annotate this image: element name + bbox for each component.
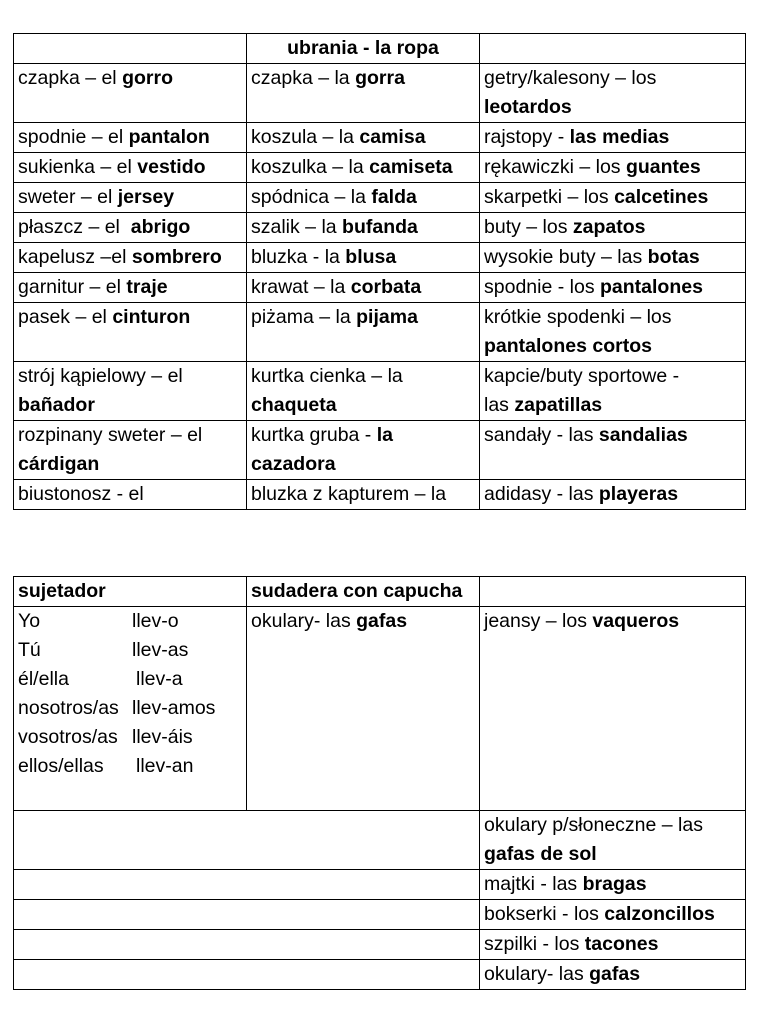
table-row <box>14 303 746 362</box>
vocab-cell: koszula – la camisa <box>247 123 480 153</box>
vocab-cell: sweter – el jersey <box>14 183 247 213</box>
conjugation-row: Yo llev-o <box>18 610 179 632</box>
table-row <box>14 811 746 870</box>
conjugation-cell <box>14 607 247 811</box>
vocab-cell: rękawiczki – los guantes <box>480 153 746 183</box>
empty-cell <box>14 930 480 960</box>
vocab-cell: kapelusz –el sombrero <box>14 243 247 273</box>
empty-cell <box>14 870 480 900</box>
continuation-table <box>13 576 746 990</box>
vocab-cell: jeansy – los vaqueros <box>480 607 746 811</box>
vocab-cell: okulary p/słoneczne – las gafas de sol <box>480 811 746 870</box>
vocab-cell: sukienka – el vestido <box>14 153 247 183</box>
vocab-cell: sandały - las sandalias <box>480 421 746 480</box>
table-row <box>14 183 746 213</box>
vocab-cell: spodnie – el pantalon <box>14 123 247 153</box>
conjugation-row: Tú llev-as <box>18 639 189 661</box>
table-row <box>14 153 746 183</box>
table-row <box>14 480 746 510</box>
table-row <box>14 123 746 153</box>
vocab-cell: pasek – el cinturon <box>14 303 247 362</box>
vocab-cell: wysokie buty – las botas <box>480 243 746 273</box>
vocab-cell: bokserki - los calzoncillos <box>480 900 746 930</box>
table-row <box>14 930 746 960</box>
conjugation-row: vosotros/as llev-áis <box>18 726 193 748</box>
vocab-cell: szalik – la bufanda <box>247 213 480 243</box>
table-title: ubrania - la ropa <box>247 34 480 64</box>
vocab-cell: spódnica – la falda <box>247 183 480 213</box>
header-cell: sudadera con capucha <box>247 577 480 607</box>
vocab-cell: kapcie/buty sportowe - las zapatillas <box>480 362 746 421</box>
table-row <box>14 273 746 303</box>
clothing-vocab-table <box>13 33 746 510</box>
table-row <box>14 607 746 811</box>
vocab-cell: adidasy - las playeras <box>480 480 746 510</box>
header-cell <box>480 577 746 607</box>
conjugation-row: nosotros/as llev-amos <box>18 697 216 719</box>
vocab-cell: okulary- las gafas <box>247 607 480 811</box>
vocab-cell: szpilki - los tacones <box>480 930 746 960</box>
table-row <box>14 243 746 273</box>
vocab-cell: rajstopy - las medias <box>480 123 746 153</box>
table-row <box>14 64 746 123</box>
vocab-cell: czapka – el gorro <box>14 64 247 123</box>
table-row <box>14 900 746 930</box>
vocab-cell: krawat – la corbata <box>247 273 480 303</box>
conjugation-row: ellos/ellas llev-an <box>18 755 194 777</box>
vocab-cell: getry/kalesony – los leotardos <box>480 64 746 123</box>
table-row <box>14 870 746 900</box>
table-row <box>14 362 746 421</box>
vocab-cell: okulary- las gafas <box>480 960 746 990</box>
table-header-row <box>14 34 746 64</box>
vocab-cell: bluzka z kapturem – la <box>247 480 480 510</box>
table-row <box>14 960 746 990</box>
vocab-cell: skarpetki – los calcetines <box>480 183 746 213</box>
vocab-cell: płaszcz – el abrigo <box>14 213 247 243</box>
vocab-cell: krótkie spodenki – los pantalones cortos <box>480 303 746 362</box>
conjugation-row: él/ella llev-a <box>18 668 183 690</box>
table-row <box>14 421 746 480</box>
vocab-cell: koszulka – la camiseta <box>247 153 480 183</box>
table-row <box>14 213 746 243</box>
empty-cell <box>480 34 746 64</box>
empty-cell <box>14 960 480 990</box>
table-header-row <box>14 577 746 607</box>
vocab-cell: spodnie - los pantalones <box>480 273 746 303</box>
vocab-cell: rozpinany sweter – el cárdigan <box>14 421 247 480</box>
vocab-cell: piżama – la pijama <box>247 303 480 362</box>
vocab-cell: bluzka - la blusa <box>247 243 480 273</box>
vocab-cell: strój kąpielowy – el bañador <box>14 362 247 421</box>
empty-cell <box>14 34 247 64</box>
header-cell: sujetador <box>14 577 247 607</box>
vocab-cell: buty – los zapatos <box>480 213 746 243</box>
empty-cell <box>14 811 480 870</box>
vocab-cell: biustonosz - el <box>14 480 247 510</box>
empty-cell <box>14 900 480 930</box>
vocab-cell: garnitur – el traje <box>14 273 247 303</box>
vocab-cell: kurtka cienka – la chaqueta <box>247 362 480 421</box>
vocab-cell: majtki - las bragas <box>480 870 746 900</box>
vocab-cell: czapka – la gorra <box>247 64 480 123</box>
vocab-cell: kurtka gruba - la cazadora <box>247 421 480 480</box>
